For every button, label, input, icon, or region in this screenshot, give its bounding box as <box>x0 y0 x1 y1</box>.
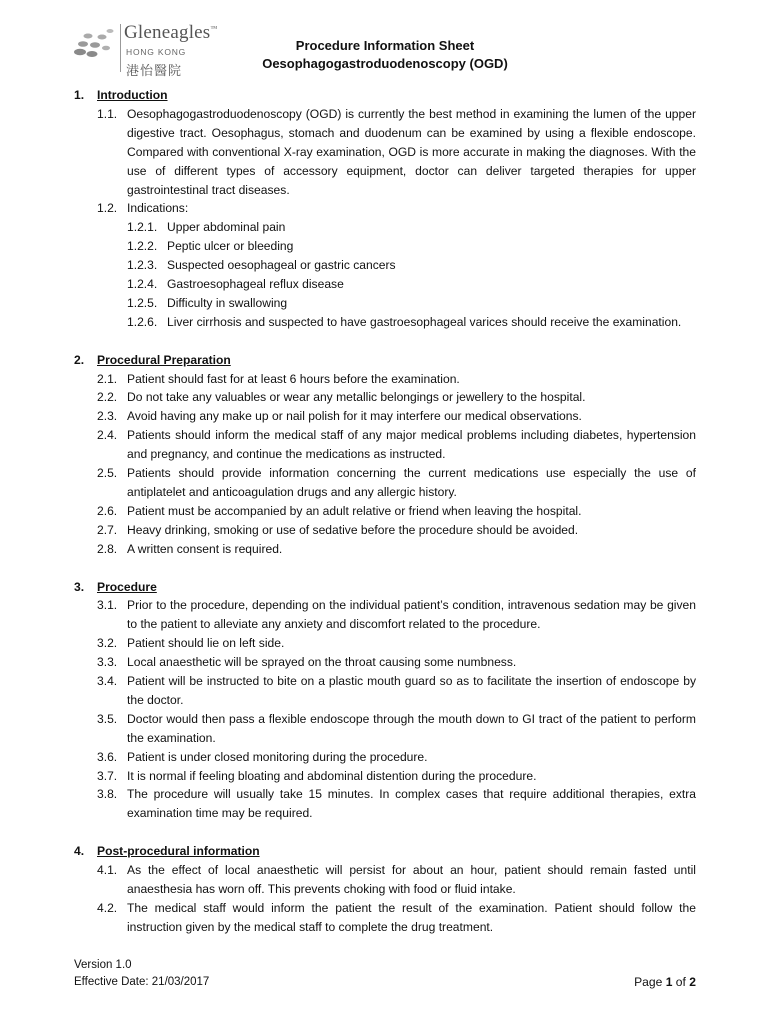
document-title: Procedure Information Sheet <box>295 38 475 53</box>
item-number: 3.8. <box>97 787 118 802</box>
list-item <box>0 672 770 710</box>
subitem-text: Peptic ulcer or bleeding <box>167 239 294 254</box>
item-text: Patient will be instructed to bite on a plastic mouth guard so as to facilitate the insertion of endoscope by the doctor. <box>127 674 696 707</box>
document-body <box>0 86 770 956</box>
section-title: Introduction <box>97 88 168 102</box>
version-label: Version 1.0 <box>74 959 132 971</box>
item-text: Oesophagogastroduodenoscopy (OGD) is currently the best method in examining the lumen of the upper digestive tract. Oesophagus, stomach and duodenum can be examined by using a flexible endoscope. Compared with conventional X-ray examination, OGD is more accurate in making the diagnoses. With the use of different types of accessory equipment, doctor can deliver targeted therapies for upper gastrointestinal tract diseases. <box>127 106 696 197</box>
item-text: Doctor would then pass a flexible endoscope through the mouth down to GI tract of the patient to perform the examination. <box>127 711 696 745</box>
list-item <box>0 105 770 200</box>
item-text: Patient should fast for at least 6 hours before the examination. <box>127 371 460 386</box>
subitem-number: 1.2.5. <box>127 295 158 310</box>
procedure-name: Oesophagogastroduodenoscopy (OGD) <box>262 56 508 71</box>
list-item <box>0 653 770 672</box>
item-text: Patients should provide information concerning the current medications use especially the use of antiplatelet and anticoagulation drugs and any allergic history. <box>127 466 696 499</box>
item-text: Patient should lie on left side. <box>127 636 285 651</box>
section-heading <box>0 351 770 370</box>
section-title: Procedure <box>97 579 157 594</box>
subitem-text: Suspected oesophageal or gastric cancers <box>167 258 396 273</box>
list-item <box>0 370 770 389</box>
item-number: 2.7. <box>97 522 118 537</box>
section-title: Post-procedural information <box>97 844 260 859</box>
list-item <box>0 710 770 748</box>
item-number: 2.6. <box>97 503 118 518</box>
item-text: A written consent is required. <box>127 541 283 556</box>
item-number: 2.8. <box>97 541 118 556</box>
item-number: 3.3. <box>97 655 118 670</box>
footer <box>74 957 696 991</box>
page-number: Page 1 of 2 <box>634 975 696 989</box>
subitem-text: Gastroesophageal reflux disease <box>167 277 344 292</box>
sub-list-item <box>0 313 770 332</box>
sub-list-item <box>0 237 770 256</box>
list-item <box>0 899 770 937</box>
section <box>0 351 770 559</box>
list-item <box>0 426 770 464</box>
list-item <box>0 861 770 899</box>
item-number: 4.1. <box>97 863 118 878</box>
item-text: Prior to the procedure, depending on the individual patient’s condition, intravenous sedation may be given to the patient to alleviate any anxiety and discomfort related to the procedure. <box>127 598 696 632</box>
subitem-text: Liver cirrhosis and suspected to have gastroesophageal varices should receive the examination. <box>167 314 682 329</box>
subitem-number: 1.2.2. <box>127 239 158 254</box>
item-number: 3.5. <box>97 711 118 726</box>
logo-brand: Gleneagles™ <box>124 22 218 43</box>
item-number: 2.3. <box>97 409 118 424</box>
logo-subtitle: HONG KONG <box>126 47 187 57</box>
subitem-number: 1.2.1. <box>127 220 158 235</box>
item-text: Patient must be accompanied by an adult relative or friend when leaving the hospital. <box>127 503 582 518</box>
item-text: Do not take any valuables or wear any metallic belongings or jewellery to the hospital. <box>127 390 586 405</box>
sub-list-item <box>0 218 770 237</box>
list-item <box>0 407 770 426</box>
section-heading <box>0 86 770 105</box>
item-text: It is normal if feeling bloating and abdominal distention during the procedure. <box>127 768 537 783</box>
item-number: 3.1. <box>97 598 118 613</box>
item-text: Avoid having any make up or nail polish for it may interfere our medical observations. <box>127 409 582 424</box>
list-item <box>0 521 770 540</box>
item-number: 2.1. <box>97 371 118 386</box>
list-item <box>0 502 770 521</box>
item-number: 2.4. <box>97 428 118 443</box>
section <box>0 842 770 937</box>
logo-chinese-name: 港怡醫院 <box>126 63 183 78</box>
list-item <box>0 199 770 218</box>
item-number: 1.1. <box>97 106 118 121</box>
list-item <box>0 388 770 407</box>
section-number: 1. <box>74 88 85 102</box>
section <box>0 578 770 824</box>
list-item <box>0 540 770 559</box>
subitem-text: Upper abdominal pain <box>167 220 286 235</box>
subitem-number: 1.2.6. <box>127 314 158 329</box>
item-number: 3.4. <box>97 674 118 689</box>
effective-date: Effective Date: 21/03/2017 <box>74 976 210 988</box>
section-heading <box>0 842 770 861</box>
item-text: As the effect of local anaesthetic will persist for about an hour, patient should remain fasted until anaesthesia has worn off. This prevents choking with food or fluid intake. <box>127 863 696 896</box>
item-number: 4.2. <box>97 900 118 915</box>
list-item <box>0 634 770 653</box>
section-title: Procedural Preparation <box>97 352 231 367</box>
item-number: 2.5. <box>97 466 118 481</box>
item-text: Indications: <box>127 201 189 216</box>
subitem-number: 1.2.3. <box>127 258 158 273</box>
list-item <box>0 748 770 767</box>
section-number: 3. <box>74 579 85 594</box>
item-text: Local anaesthetic will be sprayed on the throat causing some numbness. <box>127 655 517 670</box>
item-number: 3.2. <box>97 636 118 651</box>
item-number: 1.2. <box>97 201 118 216</box>
item-text: Heavy drinking, smoking or use of sedative before the procedure should be avoided. <box>127 522 579 537</box>
item-text: The procedure will usually take 15 minutes. In complex cases that require additional therapies, extra examination time may be required. <box>127 787 696 821</box>
section-heading <box>0 578 770 597</box>
list-item <box>0 767 770 786</box>
item-text: Patient is under closed monitoring during the procedure. <box>127 749 428 764</box>
item-number: 3.7. <box>97 768 118 783</box>
item-text: The medical staff would inform the patient the result of the examination. Patient should follow the instruction given by the medical staff to complete the drug treatment. <box>127 900 696 934</box>
list-item <box>0 596 770 634</box>
section-number: 2. <box>74 352 85 367</box>
section-number: 4. <box>74 844 85 859</box>
subitem-number: 1.2.4. <box>127 277 158 292</box>
item-text: Patients should inform the medical staff of any major medical problems including diabetes, hypertension and pregnancy, and continue the medications as instructed. <box>127 428 696 462</box>
item-number: 2.2. <box>97 390 118 405</box>
sub-list-item <box>0 294 770 313</box>
sub-list-item <box>0 275 770 294</box>
item-number: 3.6. <box>97 749 118 764</box>
list-item <box>0 464 770 502</box>
subitem-text: Difficulty in swallowing <box>167 295 288 310</box>
sub-list-item <box>0 256 770 275</box>
list-item <box>0 785 770 823</box>
section <box>0 86 770 332</box>
